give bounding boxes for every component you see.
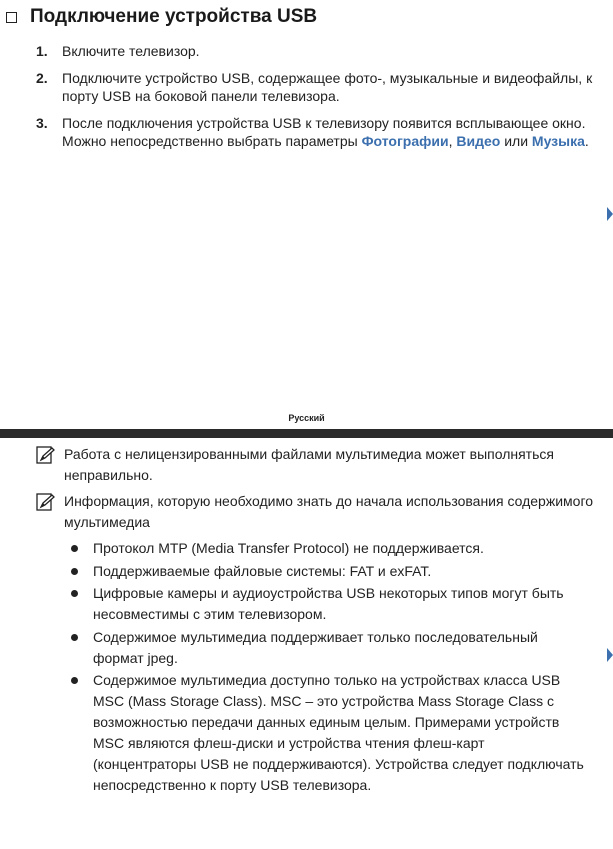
step-text-part: После подключения устройства USB к телевизору появится всплывающее окно. Можно непосредственно выбрать параметры [62,114,586,149]
steps-list [36,42,596,159]
bullet-text: Протокол MTP (Media Transfer Protocol) не поддерживается. [93,540,484,556]
bullet-dot-icon [71,568,78,575]
note-text: Работа с нелицензированными файлами мультимедиа может выполняться неправильно. [64,446,554,483]
note-pencil-icon [36,491,64,533]
step-item [36,69,596,106]
bullet-dot-icon [71,677,78,684]
step-text: Включите телевизор. [62,43,200,59]
checkbox-square-icon [6,12,17,23]
next-page-arrow-icon [607,207,613,221]
page-language-label: Русский [288,413,325,423]
option-music: Музыка [531,133,585,149]
bullet-dot-icon [71,545,78,552]
next-page-arrow-icon [607,648,613,662]
step-number: 2. [36,69,48,86]
step-item [36,42,596,61]
note-pencil-icon [36,444,64,486]
separator: или [500,133,532,149]
bullet-item [66,538,586,559]
note-item [36,491,604,533]
bullet-text: Содержимое мультимедиа доступно только на устройствах класса USB MSC (Mass Storage Class). MSC – это устройства Mass Storage Class с возможностью передачи данных единым целым. Примерами устройств MSC являются флеш-диски и устройства чтения флеш-карт (концентраторы USB не поддерживаются). Устройства следует подключать непосредственно к порту USB телевизора. [93,672,584,793]
option-video: Видео [456,133,501,149]
bullet-text: Поддерживаемые файловые системы: FAT и exFAT. [93,562,432,579]
bullet-list [66,538,586,798]
step-text [62,114,596,151]
separator: , [448,133,457,149]
step-text: Подключите устройство USB, содержащее фото-, музыкальные и видеофайлы, к порту USB на боковой панели телевизора. [62,69,593,104]
bullet-dot-icon [71,634,78,641]
section-title-text: Подключение устройства USB [30,6,318,27]
bullet-dot-icon [71,590,78,597]
note-text: Информация, которую необходимо знать до начала использования содержимого мультимедиа [64,493,594,530]
bullet-item [66,670,586,796]
step-item [36,114,596,151]
period: . [584,133,589,149]
bullet-item [66,627,586,669]
note-item [36,444,604,486]
page-divider [0,429,613,438]
bullet-item [66,561,586,582]
bullet-item [66,583,586,625]
bullet-text: Содержимое мультимедиа поддерживает только последовательный формат jpeg. [93,628,538,666]
section-title [6,6,317,28]
step-number: 3. [36,114,48,131]
option-photos: Фотографии [361,133,449,149]
bullet-text: Цифровые камеры и аудиоустройства USB некоторых типов могут быть несовместимы с этим телевизором. [93,585,564,622]
step-number: 1. [36,43,48,59]
